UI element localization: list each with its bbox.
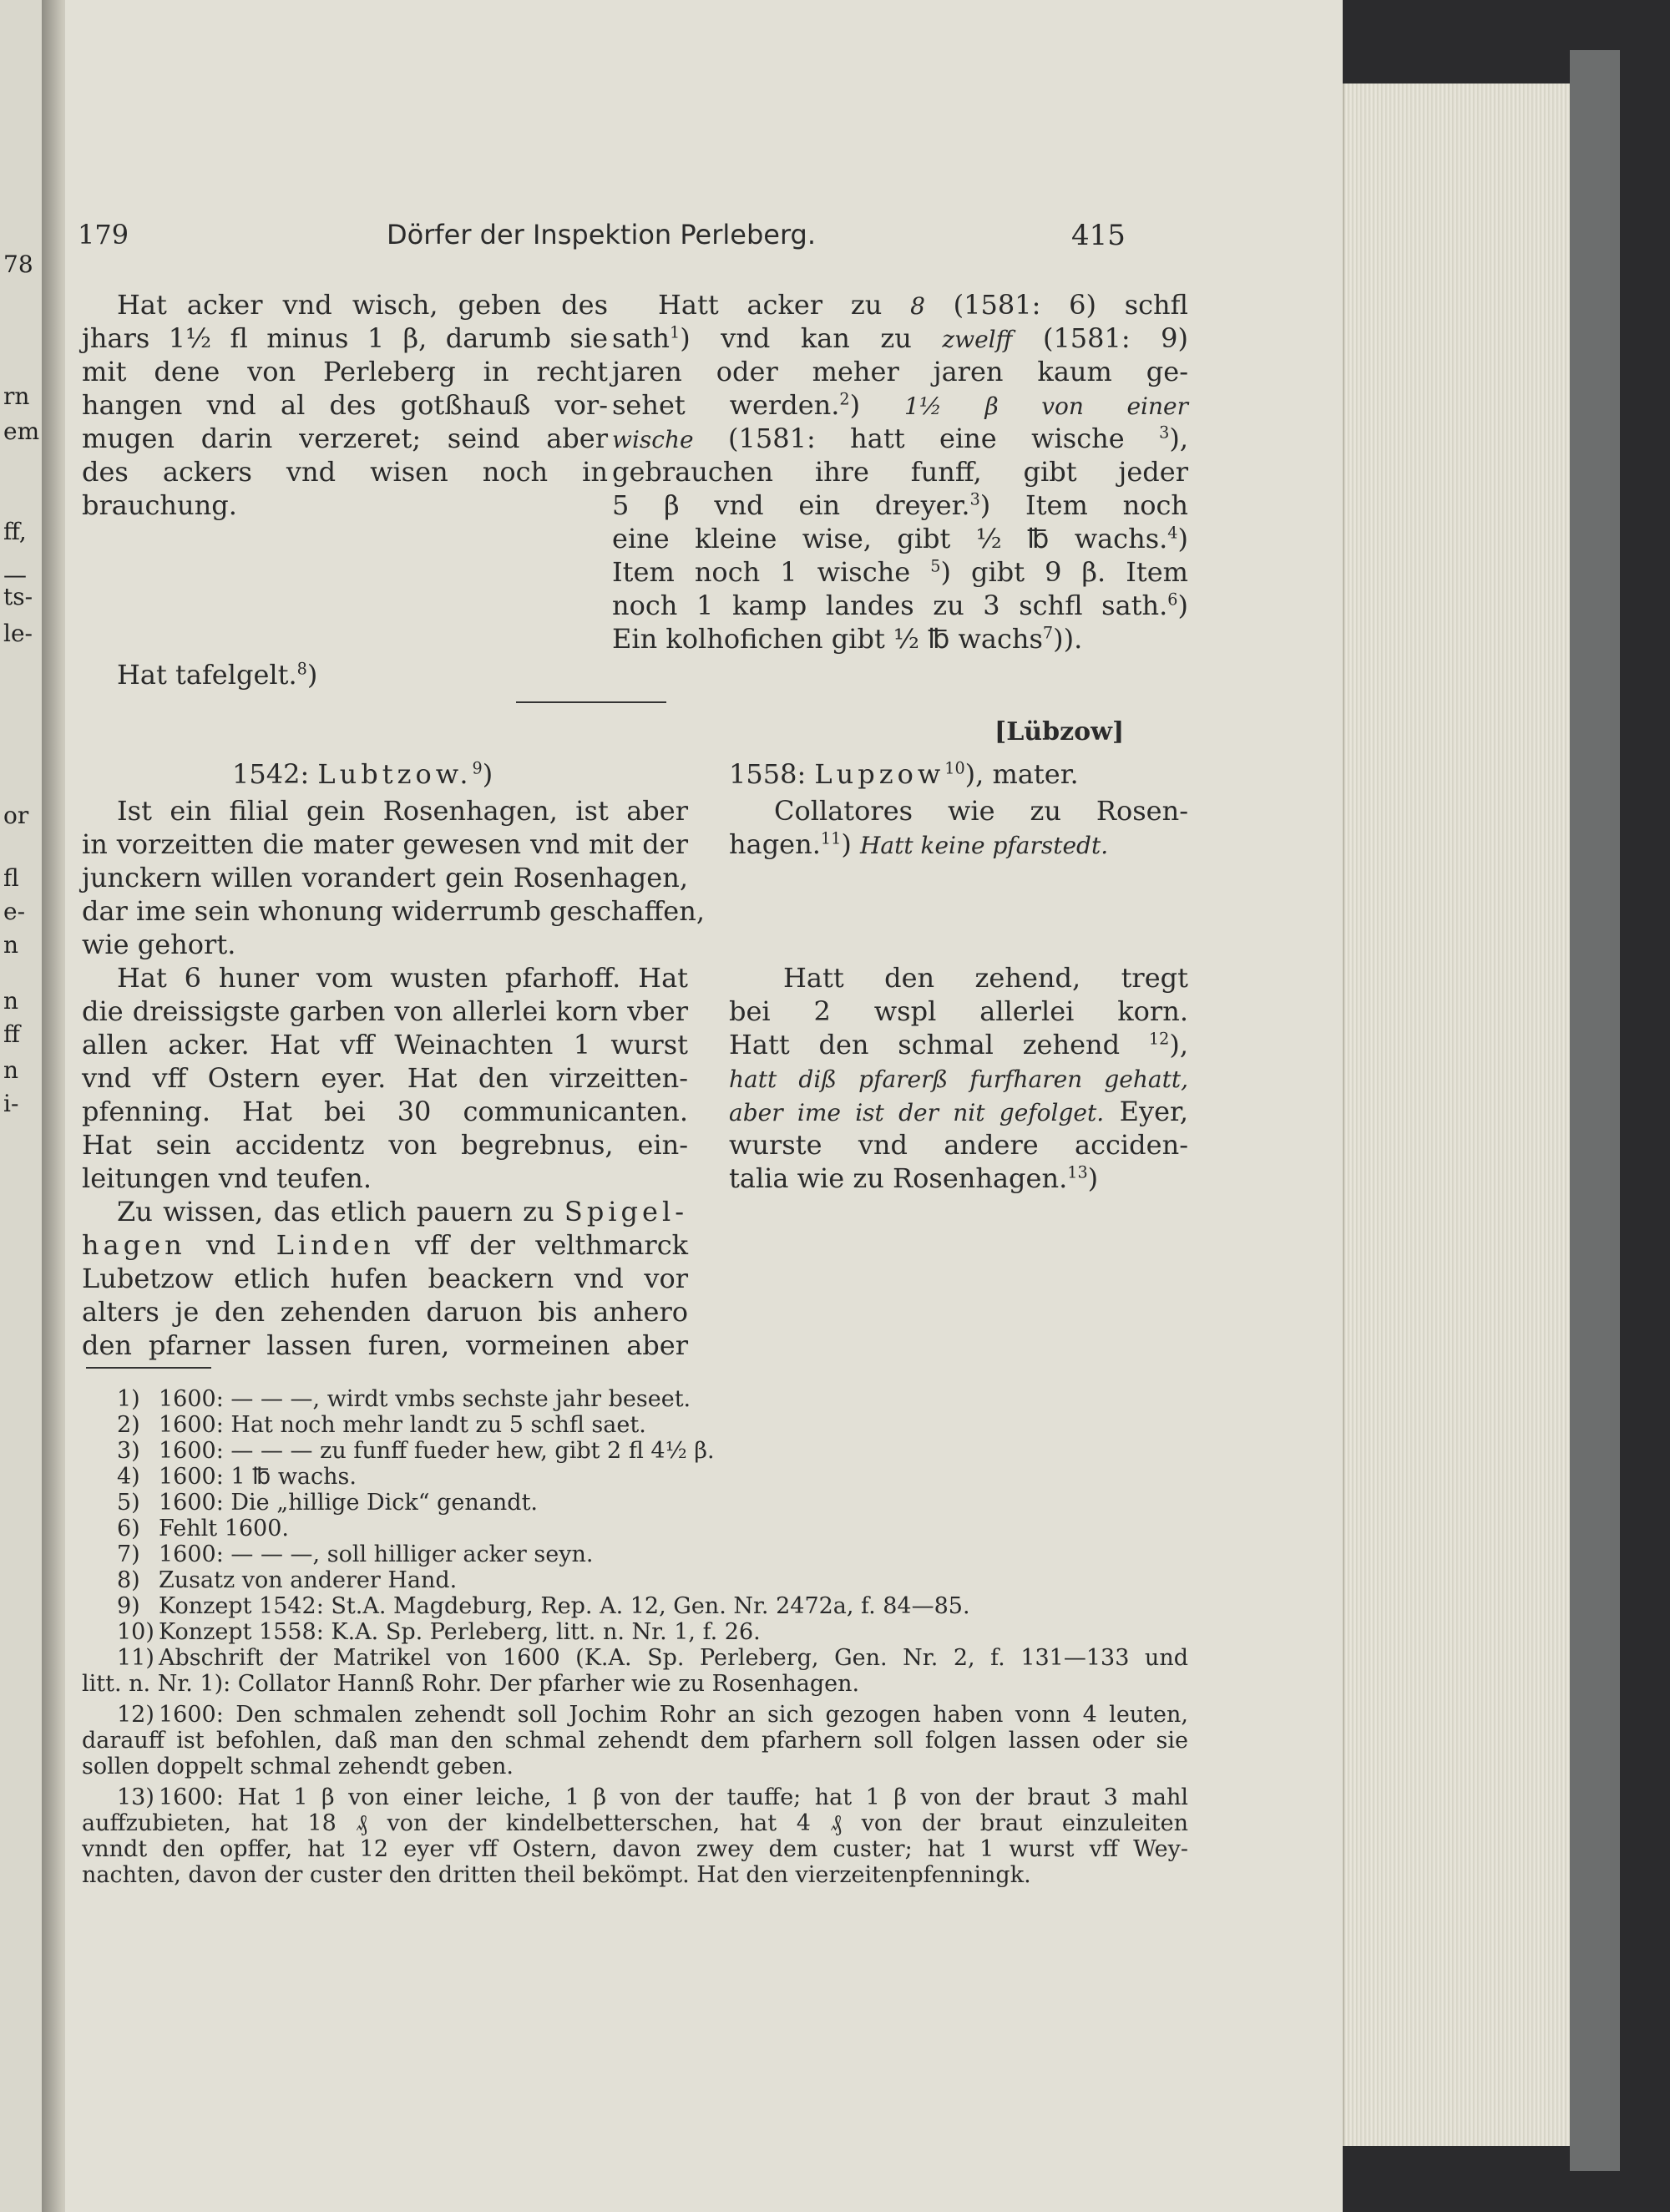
text-line: brauchung. xyxy=(82,489,237,521)
heading-year: 1542: xyxy=(232,758,318,790)
section-divider xyxy=(516,701,666,703)
text-segment: Zu wissen, das etlich pauern zu xyxy=(117,1196,564,1227)
text-line xyxy=(612,422,1188,457)
footnote-number: 8) xyxy=(117,1567,140,1593)
heading-place: Lupzow xyxy=(814,758,945,790)
sliver-glyph: rn xyxy=(3,382,30,410)
footnote-line: sollen doppelt schmal zehendt geben. xyxy=(82,1754,514,1779)
footnote-ref: 7 xyxy=(1042,623,1054,643)
footnote-line: 1600: Hat 1 β von einer leiche, 1 β von der tauffe; hat 1 β von der braut 3 mahl xyxy=(159,1784,1188,1810)
footnote-ref: 2 xyxy=(839,389,850,409)
heading-year: 1558: xyxy=(729,758,815,790)
text-segment: jaren oder meher jaren kaum ge- xyxy=(612,356,1188,387)
footnote-number: 2) xyxy=(117,1412,140,1438)
lubzow-bracket-heading: [Lübzow] xyxy=(994,717,1125,747)
text-line: dar ime sein whonung widerrumb geschaffen, xyxy=(82,895,705,927)
footnote-line: 1600: 1 ℔ wachs. xyxy=(159,1464,357,1490)
footnote-divider xyxy=(86,1367,211,1369)
footnote-line: Zusatz von anderer Hand. xyxy=(159,1567,458,1593)
tafelgelt-line xyxy=(117,658,317,691)
text-segment: ) xyxy=(1087,1162,1099,1194)
footnote-number: 9) xyxy=(117,1593,140,1619)
heading-1558 xyxy=(729,757,1079,791)
sliver-glyph: n xyxy=(3,931,19,959)
text-segment: vnd xyxy=(185,1229,276,1261)
text-segment: Ein kolhofichen gibt ½ ℔ wachs xyxy=(612,623,1043,655)
footnote-line: 1600: — — —, wirdt vmbs sechste jahr beseet. xyxy=(159,1386,691,1412)
footnote-line: Abschrift der Matrikel von 1600 (K.A. Sp. Perleberg, Gen. Nr. 2, f. 131—133 und xyxy=(159,1645,1188,1671)
text-line xyxy=(729,1162,1098,1195)
text-line xyxy=(82,1228,688,1262)
text-line xyxy=(729,1128,1188,1162)
text-line: leitungen vnd teufen. xyxy=(82,1162,372,1194)
text-segment: ) gibt 9 β. Item xyxy=(940,556,1189,588)
text-line xyxy=(612,522,1188,555)
text-segment: Hatt acker zu xyxy=(658,289,911,321)
text-segment: sehet werden. xyxy=(612,389,840,421)
text-segment: gebrauchen ihre funff, gibt jeder xyxy=(612,456,1188,488)
footnote-ref: 3 xyxy=(1159,423,1170,443)
sliver-glyph: ff xyxy=(3,1020,20,1048)
footnote-line: auffzubieten, hat 18 ₰ von der kindelbetterschen, hat 4 ₰ von der braut einzuleiten xyxy=(82,1810,1188,1836)
text-line xyxy=(783,961,1188,995)
text-line xyxy=(82,1329,688,1362)
book-cover xyxy=(1570,50,1620,2171)
sliver-glyph: n xyxy=(3,1056,19,1084)
sliver-glyph: em xyxy=(3,418,40,445)
text-segment: (1581: 6) schfl xyxy=(924,289,1188,321)
text-segment: alters je den zehenden daruon bis anhero xyxy=(82,1296,688,1328)
italic-segment: 1½ β von einer xyxy=(903,392,1188,420)
text-line: mit dene von Perleberg in recht xyxy=(82,356,608,387)
heading-rest: ), mater. xyxy=(964,758,1079,790)
book-page xyxy=(65,0,1343,2212)
text-segment: hagen xyxy=(82,1229,186,1261)
sliver-glyph: ff, xyxy=(3,518,27,545)
footnote-ref: 6 xyxy=(1167,590,1178,610)
footnote-ref: 11 xyxy=(820,828,842,848)
text-segment: Linden xyxy=(276,1229,395,1261)
text-line xyxy=(612,589,1188,622)
heading-close: ) xyxy=(482,758,493,790)
text-line xyxy=(729,995,1188,1028)
footnote-line: 1600: Die „hillige Dick“ genandt. xyxy=(159,1490,539,1516)
page-number-left: 179 xyxy=(78,219,129,251)
sliver-glyph: ts- xyxy=(3,583,33,610)
text-line xyxy=(729,1028,1188,1061)
heading-place: Lubtzow. xyxy=(317,758,473,790)
text-segment: wurste vnd andere acciden- xyxy=(729,1129,1188,1161)
text-line xyxy=(612,388,1188,423)
text-segment: ) Item noch xyxy=(979,489,1189,521)
text-line: mugen darin verzeret; seind aber xyxy=(82,423,608,454)
footnote-number: 6) xyxy=(117,1516,140,1541)
text-line xyxy=(82,1295,688,1329)
text-line: Hat acker vnd wisch, geben des xyxy=(117,289,608,321)
text-segment: eine kleine wise, gibt ½ ℔ wachs. xyxy=(612,523,1168,554)
running-title: Dörfer der Inspektion Perleberg. xyxy=(387,219,817,251)
text-line: in vorzeitten die mater gewesen vnd mit der xyxy=(82,828,688,860)
footnote-line: darauff ist befohlen, daß man den schmal zehendt dem pfarhern soll folgen lassen oder sie xyxy=(82,1728,1188,1754)
sliver-glyph: n xyxy=(3,987,19,1015)
footnote-line: Konzept 1558: K.A. Sp. Perleberg, litt. n. Nr. 1, f. 26. xyxy=(159,1619,761,1645)
footnote-line: 1600: Den schmalen zehendt soll Jochim Rohr an sich gezogen haben vonn 4 leuten, xyxy=(159,1702,1188,1728)
text-segment: 5 β vnd ein dreyer. xyxy=(612,489,970,521)
text-line xyxy=(612,455,1188,488)
text-line: allen acker. Hat vff Weinachten 1 wurst xyxy=(82,1029,688,1060)
footnote-ref: 9 xyxy=(472,758,483,778)
footnote-line: Konzept 1542: St.A. Magdeburg, Rep. A. 12, Gen. Nr. 2472a, f. 84—85. xyxy=(159,1593,970,1619)
footnote-number: 4) xyxy=(117,1464,140,1490)
text-line: die dreissigste garben von allerlei korn vber xyxy=(82,995,688,1027)
text-segment: sath xyxy=(612,322,670,354)
text-segment: ) xyxy=(1177,523,1188,554)
footnote-number: 13) xyxy=(117,1784,154,1810)
footnote-line: vnndt den opffer, hat 12 eyer vff Ostern, davon zwey dem custer; hat 1 wurst vff Wey- xyxy=(82,1836,1188,1862)
text-segment: ) xyxy=(849,389,904,421)
footnote-ref: 13 xyxy=(1067,1162,1088,1182)
italic-segment: 8 xyxy=(910,292,925,320)
footnote-line: 1600: — — — zu funff fueder hew, gibt 2 fl 4½ β. xyxy=(159,1438,715,1464)
text-line xyxy=(658,288,1188,323)
text-line xyxy=(729,1061,1188,1096)
footnote-number: 12) xyxy=(117,1702,154,1728)
heading-1542 xyxy=(232,757,493,791)
collatores-close: ) xyxy=(841,828,860,860)
footnote-ref: 1 xyxy=(669,322,681,342)
footnote-number: 10) xyxy=(117,1619,154,1645)
italic-segment: wische xyxy=(612,426,694,453)
italic-segment: zwelff xyxy=(942,326,1013,353)
text-line xyxy=(612,622,1082,656)
text-segment: Spigel- xyxy=(564,1196,688,1227)
text-segment: talia wie zu Rosenhagen. xyxy=(729,1162,1068,1194)
text-line: hangen vnd al des gotßhauß vor- xyxy=(82,389,608,421)
text-line: des ackers vnd wisen noch in xyxy=(82,456,608,488)
text-segment: ), xyxy=(1169,423,1188,454)
sliver-glyph: i- xyxy=(3,1090,19,1117)
sliver-glyph: fl xyxy=(3,864,19,892)
text-line: Hat sein accidentz von begrebnus, ein- xyxy=(82,1129,688,1161)
footnote-ref: 3 xyxy=(969,489,980,509)
sliver-glyph: e- xyxy=(3,898,26,925)
text-line xyxy=(612,488,1188,522)
text-line: Ist ein filial gein Rosenhagen, ist aber xyxy=(117,795,688,827)
text-segment: Hatt den schmal zehend xyxy=(729,1029,1149,1060)
text-segment: Hatt den zehend, tregt xyxy=(783,962,1188,994)
footnote-number: 11) xyxy=(117,1645,154,1671)
text-segment: Eyer, xyxy=(1104,1096,1188,1127)
footnote-ref: 4 xyxy=(1167,523,1178,543)
footnote-ref: 10 xyxy=(944,758,965,778)
tafelgelt-close: ) xyxy=(306,659,318,691)
collatores-place: hagen. xyxy=(729,828,821,860)
text-segment: Lubetzow etlich hufen beackern vnd vor xyxy=(82,1263,688,1294)
footnote-line: 1600: — — —, soll hilliger acker seyn. xyxy=(159,1541,594,1567)
footnote-line: 1600: Hat noch mehr landt zu 5 schfl saet. xyxy=(159,1412,646,1438)
italic-segment: aber ime ist der nit gefolget. xyxy=(729,1099,1105,1126)
text-segment: ), xyxy=(1169,1029,1188,1060)
text-segment: )). xyxy=(1053,623,1083,655)
footnote-number: 5) xyxy=(117,1490,140,1516)
text-segment: ) xyxy=(1177,590,1188,621)
footnote-line: litt. n. Nr. 1): Collator Hannß Rohr. Der pfarher wie zu Rosenhagen. xyxy=(82,1671,860,1697)
text-segment: den pfarner lassen furen, vormeinen aber xyxy=(82,1329,688,1361)
sliver-glyph: or xyxy=(3,802,29,829)
footnote-ref: 8 xyxy=(296,659,307,679)
footnote-ref: 5 xyxy=(930,556,941,576)
text-segment: noch 1 kamp landes zu 3 schfl sath. xyxy=(612,590,1168,621)
footnote-number: 3) xyxy=(117,1438,140,1464)
text-line: jhars 1½ fl minus 1 β, darumb sie xyxy=(82,322,608,354)
text-segment: bei 2 wspl allerlei korn. xyxy=(729,995,1188,1027)
text-line: vnd vff Ostern eyer. Hat den virzeitten- xyxy=(82,1062,688,1094)
text-line xyxy=(612,555,1188,589)
footnote-number: 7) xyxy=(117,1541,140,1567)
italic-segment: hatt diß pfarerß furfharen gehatt, xyxy=(729,1066,1188,1093)
page-number-right: 415 xyxy=(1071,219,1126,252)
footnote-ref: 12 xyxy=(1148,1029,1170,1049)
text-line: wie gehort. xyxy=(82,929,236,960)
text-line xyxy=(82,1262,688,1295)
text-line xyxy=(117,1195,688,1228)
sliver-glyph: le- xyxy=(3,620,33,647)
footnote-line: nachten, davon der custer den dritten theil bekömpt. Hat den vierzeitenpfenningk. xyxy=(82,1862,1031,1888)
text-line xyxy=(729,1095,1188,1130)
footnote-line: Fehlt 1600. xyxy=(159,1516,289,1541)
collatores-italic-note: Hatt keine pfarstedt. xyxy=(859,832,1109,859)
text-segment: vff der velthmarck xyxy=(394,1229,689,1261)
text-segment: (1581: hatt eine wische xyxy=(693,423,1160,454)
text-line xyxy=(612,321,1188,357)
sliver-glyph: — xyxy=(3,561,27,589)
text-segment: Item noch 1 wische xyxy=(612,556,931,588)
tafelgelt-text: Hat tafelgelt. xyxy=(117,659,297,691)
sliver-glyph: 78 xyxy=(3,251,33,278)
page-edges xyxy=(1343,84,1595,2146)
text-line xyxy=(612,355,1188,388)
text-line: junckern willen vorandert gein Rosenhagen, xyxy=(82,862,688,893)
collatores-line-2 xyxy=(729,828,1108,863)
collatores-line-1: Collatores wie zu Rosen- xyxy=(774,795,1188,827)
text-line: pfenning. Hat bei 30 communicanten. xyxy=(82,1096,688,1127)
footnote-number: 1) xyxy=(117,1386,140,1412)
text-segment: (1581: 9) xyxy=(1012,322,1189,354)
text-line: Hat 6 huner vom wusten pfarhoff. Hat xyxy=(117,962,688,994)
text-segment: ) vnd kan zu xyxy=(680,322,943,354)
